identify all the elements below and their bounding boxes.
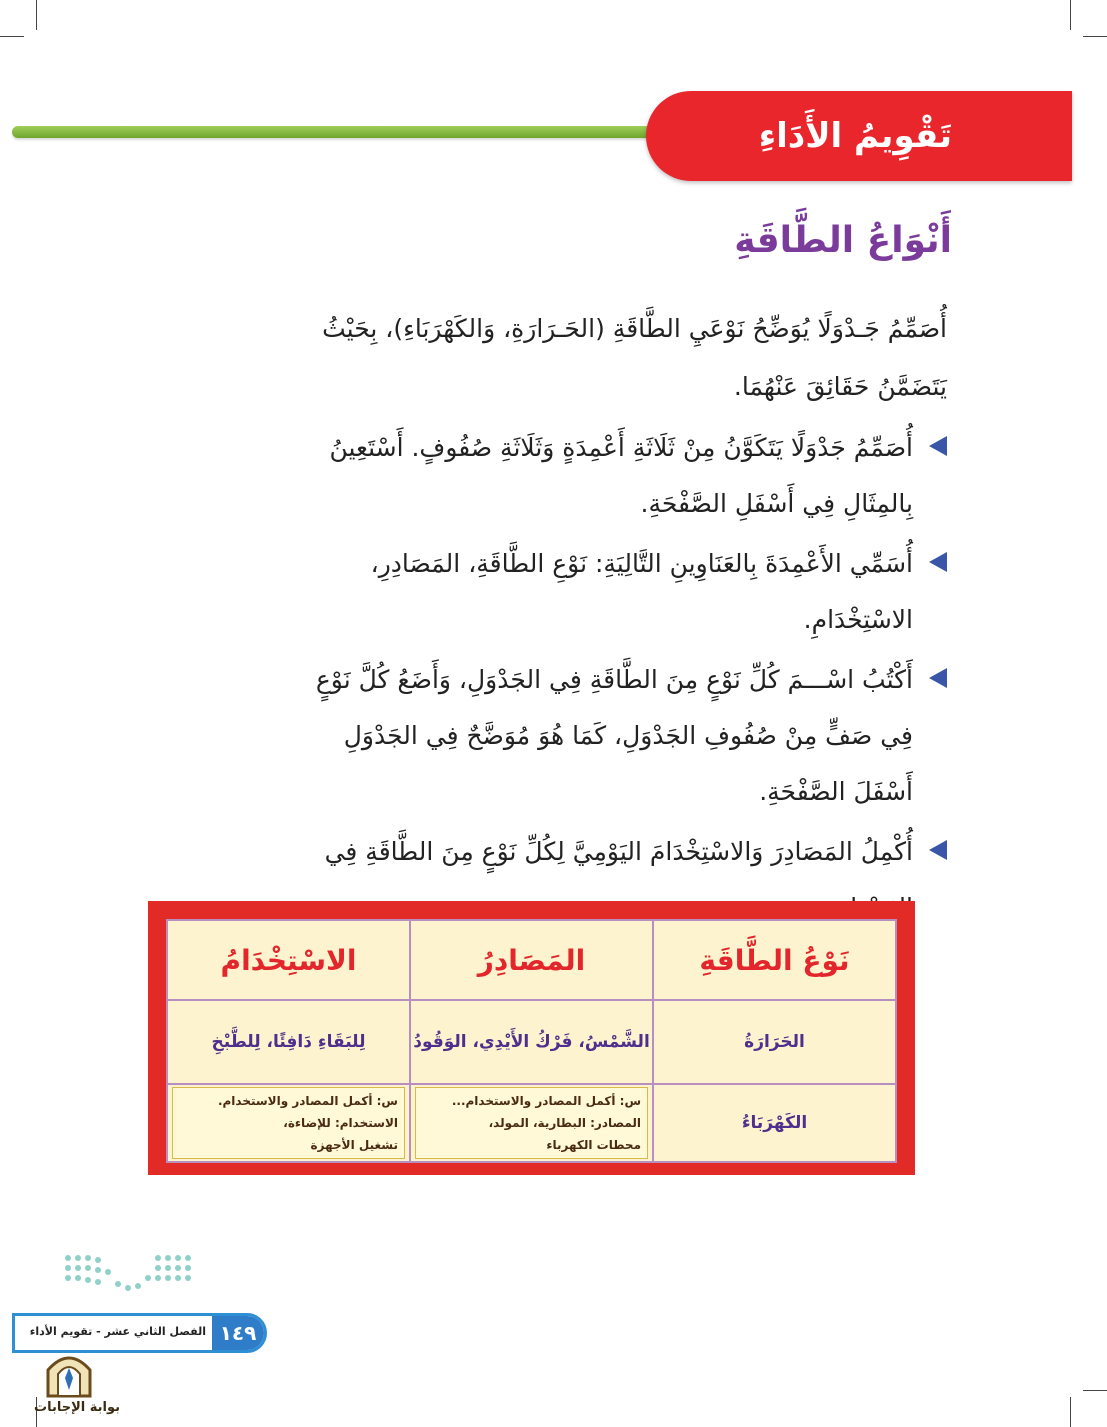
header-label: المَصَادِرُ	[477, 943, 586, 977]
crop-mark	[1070, 1397, 1071, 1427]
header-label: نَوْعُ الطَّاقَةِ	[699, 943, 850, 977]
header-banner	[646, 91, 1072, 181]
answer-box	[172, 1087, 405, 1159]
footer-bar	[12, 1313, 267, 1353]
cell-usage-electricity	[167, 1084, 410, 1162]
cell-text: الحَرَارَةُ	[744, 1032, 805, 1052]
cell-text: الشَّمْسُ، فَرْكُ الأَيْدِي، الوَقُودُ	[413, 1032, 650, 1052]
cell-type-heat	[653, 1000, 896, 1084]
step-text: أُسَمِّي الأَعْمِدَةَ بِالعَنَاوِينِ التَّالِيَةِ: نَوْعِ الطَّاقَةِ، المَصَادِرِ، الاسْتِخْدَامِ.	[370, 549, 913, 634]
intro-paragraph: أُصَمِّمُ جَـدْوَلًا يُوَضِّحُ نَوْعَيِ الطَّاقَةِ (الحَـرَارَةِ، وَالكَهْرَبَاءِ)، بِحَيْثُ يَتَضَمَّنُ حَقَائِقَ عَنْهُمَا.	[322, 314, 947, 401]
cell-sources-heat	[410, 1000, 653, 1084]
answer-line: المصادر: البطارية، المولد،	[488, 1116, 641, 1130]
cell-text: لِلبَقَاءِ دَافِئًا، لِلطَّبْخِ	[211, 1032, 366, 1052]
header-label: الاسْتِخْدَامُ	[220, 943, 357, 977]
bullet-triangle-icon	[929, 552, 947, 572]
header-cell-usage	[167, 920, 410, 1000]
step-item	[297, 652, 947, 820]
answer-line: الاستخدام: للإضاءة،	[283, 1116, 398, 1130]
step-text: أَكْتُبُ اسْـــمَ كُلِّ نَوْعٍ مِنَ الطَّاقَةِ فِي الجَدْوَلِ، وَأَضَعُ كُلَّ نَوْعٍ فِي صَفٍّ مِنْ صُفُوفِ الجَدْوَلِ، كَمَا هُوَ مُوَضَّحٌ فِي الجَدْوَلِ أَسْفَلَ الصَّفْحَةِ.	[315, 665, 913, 806]
answer-line: س: أكمل المصادر والاستخدام...	[451, 1094, 641, 1108]
answer-line: تشغيل الأجهزة	[310, 1138, 398, 1152]
step-item	[297, 420, 947, 532]
page-number: ١٤٩	[212, 1316, 264, 1350]
ministry-dots-icon	[62, 1252, 202, 1298]
step-item	[297, 536, 947, 648]
bullet-triangle-icon	[929, 668, 947, 688]
answer-line: محطات الكهرباء	[546, 1138, 641, 1152]
step-list	[297, 420, 947, 936]
bullet-triangle-icon	[929, 840, 947, 860]
cell-type-electricity	[653, 1084, 896, 1162]
cell-usage-heat	[167, 1000, 410, 1084]
header-cell-sources	[410, 920, 653, 1000]
header-green-rule	[12, 126, 672, 138]
crop-mark	[1070, 0, 1071, 30]
energy-table	[166, 919, 897, 1163]
bullet-triangle-icon	[929, 436, 947, 456]
answers-gate-logo-icon	[40, 1352, 98, 1398]
cell-sources-electricity	[410, 1084, 653, 1162]
banner-title: تَقْوِيمُ الأَدَاءِ	[758, 116, 952, 156]
answer-line: س: أكمل المصادر والاستخدام.	[217, 1094, 398, 1108]
crop-mark	[1083, 36, 1107, 37]
cell-text: الكَهْرَبَاءُ	[741, 1113, 808, 1133]
answer-box	[415, 1087, 648, 1159]
step-text: أُصَمِّمُ جَدْوَلًا يَتَكَوَّنُ مِنْ ثَلَاثَةِ أَعْمِدَةٍ وَثَلَاثَةِ صُفُوفٍ. أَسْتَعِينُ بِالمِثَالِ فِي أَسْفَلِ الصَّفْحَةِ.	[329, 433, 913, 518]
crop-mark	[0, 36, 24, 37]
crop-mark	[1083, 1390, 1107, 1391]
energy-table-frame	[148, 901, 915, 1175]
logo-caption: بوابة الإجابات	[34, 1400, 120, 1415]
section-title: أَنْوَاعُ الطَّاقَةِ	[734, 220, 952, 261]
header-cell-type	[653, 920, 896, 1000]
crop-mark	[36, 0, 37, 30]
step-text: أُكْمِلُ المَصَادِرَ وَالاسْتِخْدَامَ اليَوْمِيَّ لِكُلِّ نَوْعٍ مِنَ الطَّاقَةِ فِي	[324, 837, 913, 866]
chapter-label: الفصل الثاني عشر - تقويم الأداء	[29, 1325, 206, 1338]
